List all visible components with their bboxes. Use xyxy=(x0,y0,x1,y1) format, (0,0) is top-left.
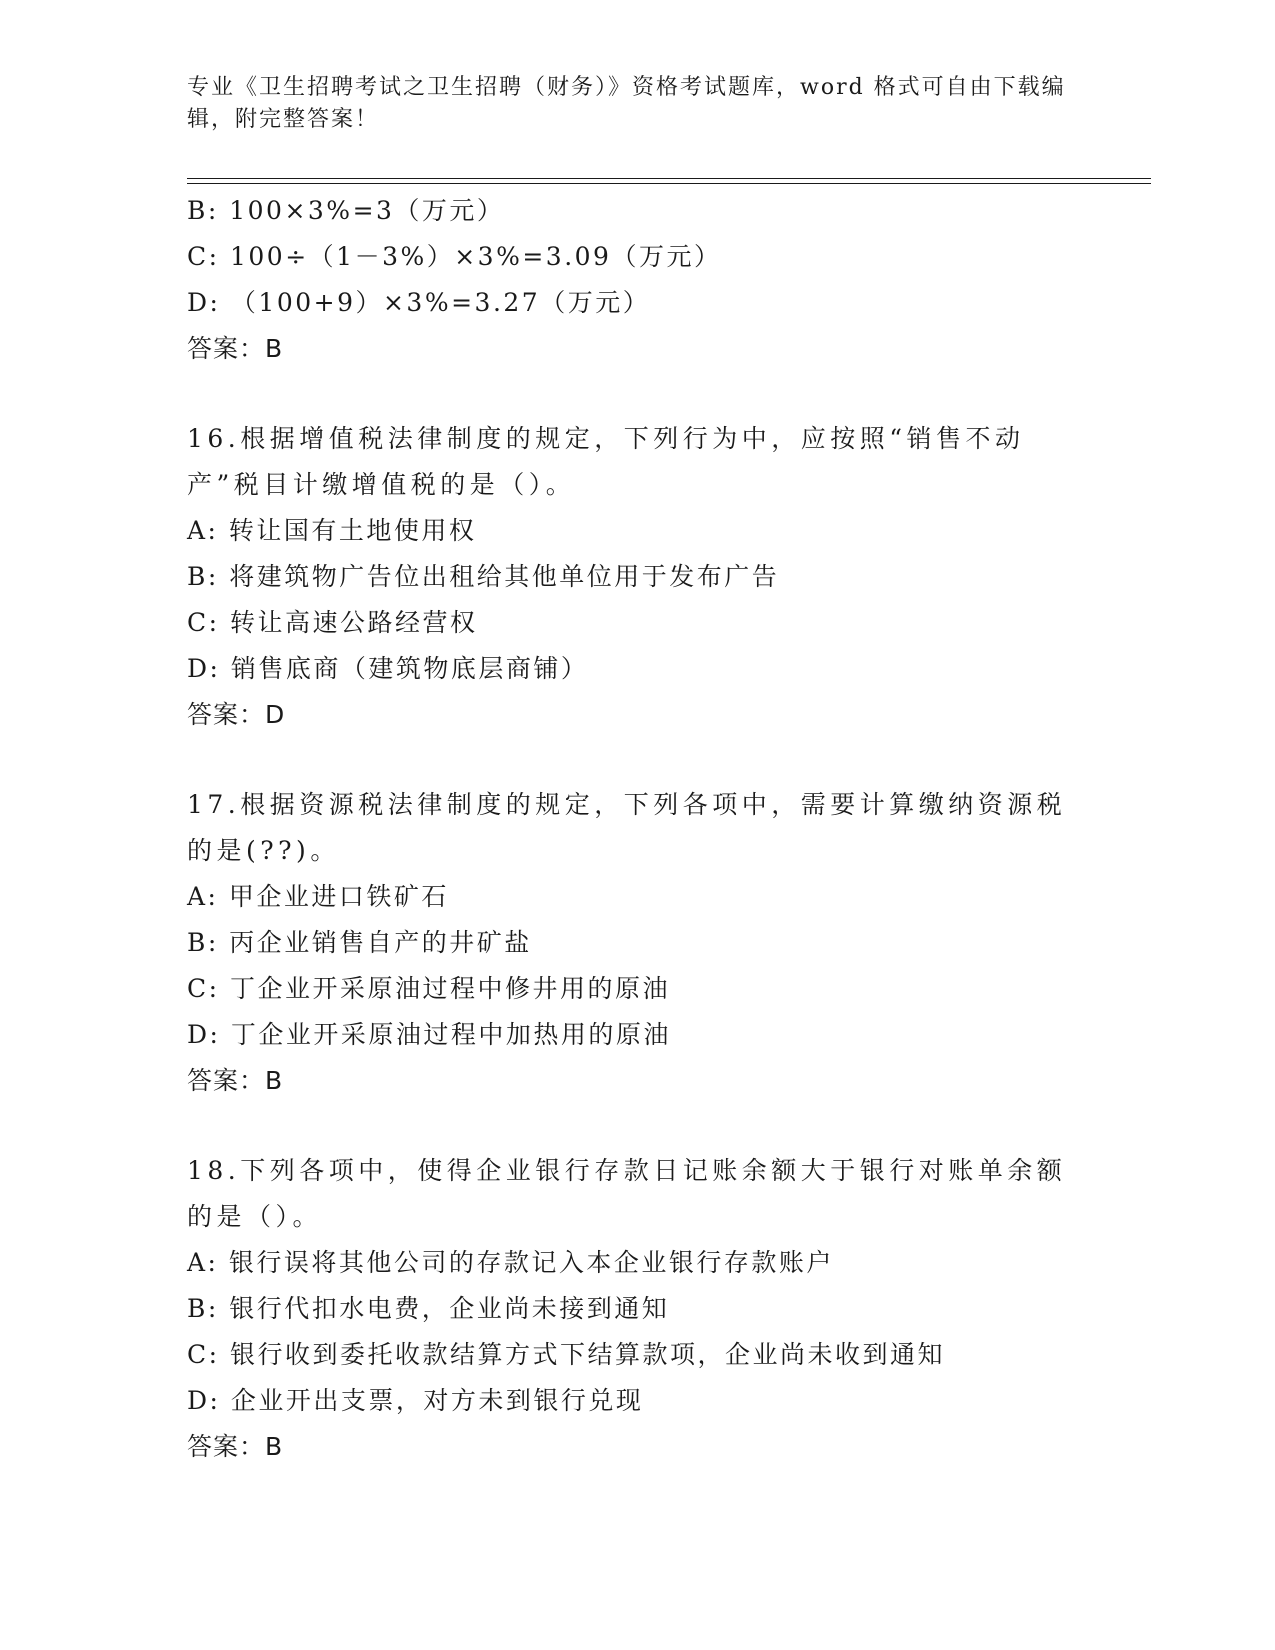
option-d: D: （100+9）×3%=3.27（万元） xyxy=(187,288,651,317)
option-c: C: 转让高速公路经营权 xyxy=(187,608,478,637)
option-a: A: 转让国有土地使用权 xyxy=(187,516,477,545)
header-divider-bottom xyxy=(187,183,1151,184)
question-17 xyxy=(187,782,1087,1104)
answer-label: 答案：B xyxy=(187,1432,284,1461)
option-c: C: 丁企业开采原油过程中修井用的原油 xyxy=(187,974,670,1003)
question-18 xyxy=(187,1148,1087,1470)
question-text: 16.根据增值税法律制度的规定，下列行为中，应按照“销售不动产”税目计缴增值税的是（）。 xyxy=(187,424,1025,499)
header-divider-top xyxy=(187,178,1151,179)
option-a: A: 银行误将其他公司的存款记入本企业银行存款账户 xyxy=(187,1248,834,1277)
option-b: B: 100×3%=3（万元） xyxy=(187,196,505,225)
answer-label: 答案：D xyxy=(187,700,286,729)
question-list xyxy=(187,188,1087,1470)
option-d: D: 企业开出支票，对方未到银行兑现 xyxy=(187,1386,644,1415)
answer-label: 答案：B xyxy=(187,1066,284,1095)
prev-question-block xyxy=(187,188,1087,372)
answer-label: 答案：B xyxy=(187,334,284,363)
option-b: B: 银行代扣水电费，企业尚未接到通知 xyxy=(187,1294,670,1323)
option-c: C: 银行收到委托收款结算方式下结算款项，企业尚未收到通知 xyxy=(187,1340,946,1369)
option-c: C: 100÷（1－3%）×3%=3.09（万元） xyxy=(187,242,722,271)
option-d: D: 丁企业开采原油过程中加热用的原油 xyxy=(187,1020,671,1049)
option-d: D: 销售底商（建筑物底层商铺） xyxy=(187,654,589,683)
option-a: A: 甲企业进口铁矿石 xyxy=(187,882,449,911)
question-text: 18.下列各项中，使得企业银行存款日记账余额大于银行对账单余额的是（）。 xyxy=(187,1156,1067,1231)
option-b: B: 丙企业销售自产的井矿盐 xyxy=(187,928,532,957)
question-16 xyxy=(187,416,1087,738)
document-header: 专业《卫生招聘考试之卫生招聘（财务）》资格考试题库，word 格式可自由下载编辑，附完整答案！ xyxy=(187,75,1066,132)
option-b: B: 将建筑物广告位出租给其他单位用于发布广告 xyxy=(187,562,780,591)
question-text: 17.根据资源税法律制度的规定，下列各项中，需要计算缴纳资源税的是(??)。 xyxy=(187,790,1067,865)
